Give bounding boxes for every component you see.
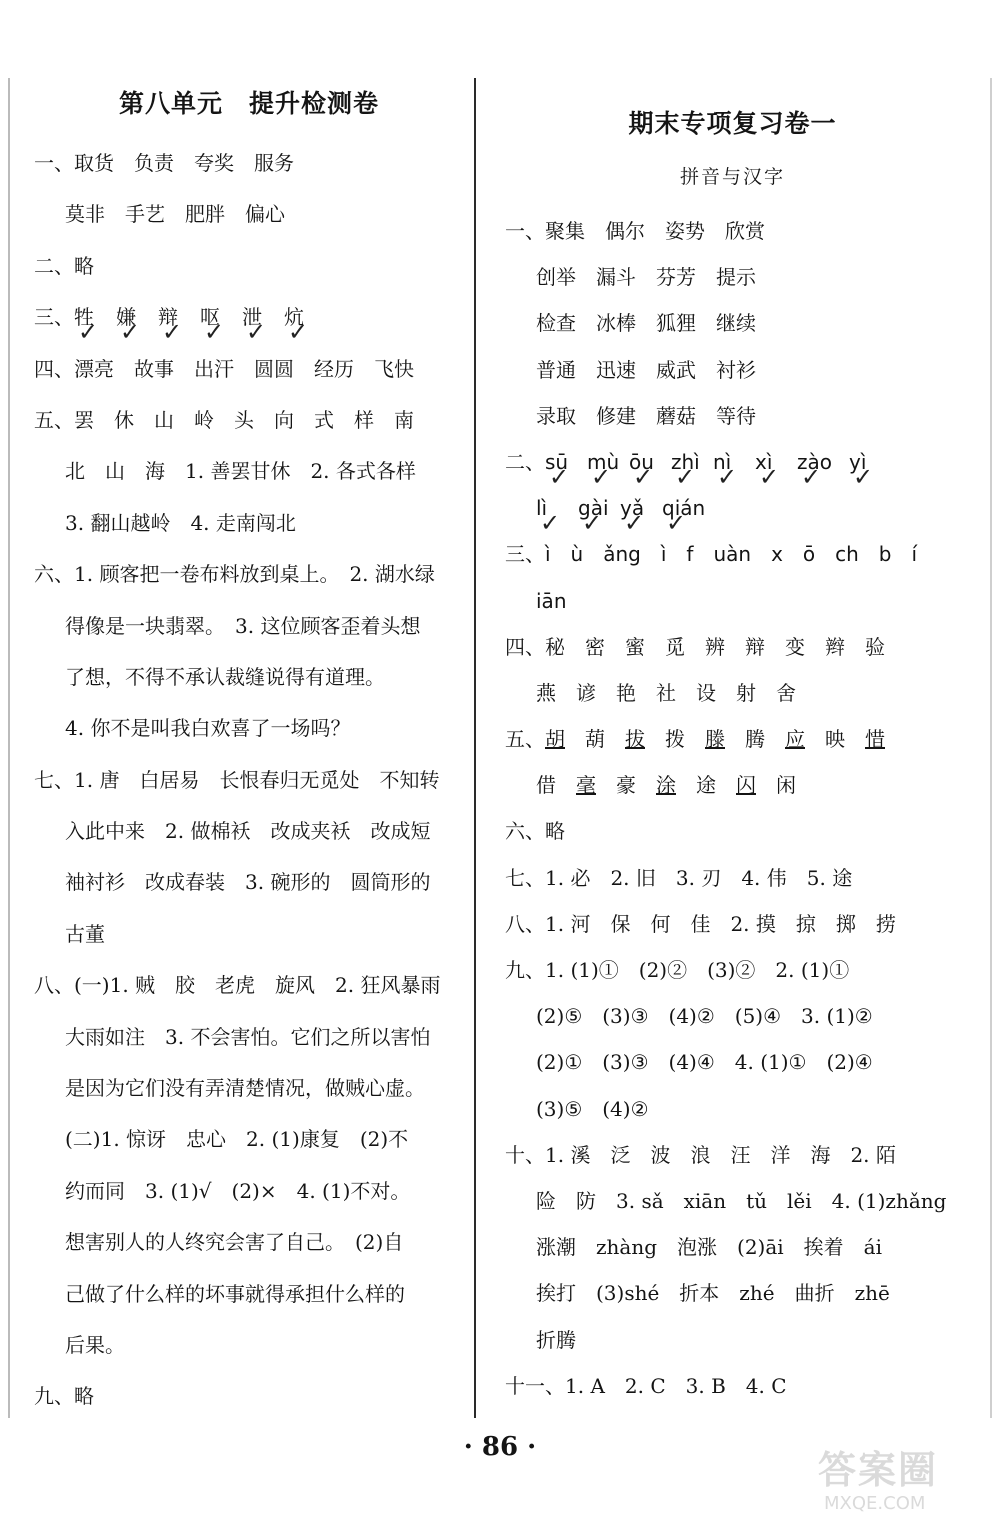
plain-char: 腾	[745, 727, 765, 752]
answer-line: 一、聚集 偶尔 姿势 欣赏	[505, 219, 765, 243]
answer-line: 挨打 (3)shé 折本 zhé 曲折 zhē	[536, 1281, 890, 1306]
watermark-url: MXQE.COM	[824, 1493, 926, 1514]
answer-line: (3)⑤ (4)②	[536, 1096, 649, 1121]
left-section-title: 第八单元 提升检测卷	[118, 89, 379, 118]
ticked-pinyin: ōu ✓	[629, 439, 671, 485]
plain-char: 豪	[616, 773, 636, 798]
answer-line: 入此中来 2. 做棉袄 改成夹袄 改成短	[65, 819, 431, 844]
answer-line: 是因为它们没有弄清楚情况，做贼心虚。	[65, 1076, 425, 1101]
ticked-pinyin: nì ✓	[713, 439, 755, 485]
answer-line: (2)⑤ (3)③ (4)② (5)④ 3. (1)②	[536, 1004, 873, 1029]
question-number: 二、	[505, 449, 545, 474]
answer-line: 袖衬衫 改成春装 3. 碗形的 圆筒形的	[65, 870, 431, 895]
answer-line: 十一、1. A 2. C 3. B 4. C	[505, 1373, 787, 1398]
answer-line-ticks	[505, 485, 960, 531]
answer-line: 了想，不得不承认裁缝说得有道理。	[65, 664, 385, 689]
answer-line: 四、漂亮 故事 出汗 圆圆 经历 飞快	[34, 356, 414, 381]
answer-line-ticks	[505, 439, 960, 485]
answer-line: 录取 修建 蘑菇 等待	[536, 403, 756, 428]
answer-line: 4. 你不是叫我白欢喜了一场吗？	[65, 716, 351, 741]
ticked-pinyin: zào ✓	[797, 439, 849, 485]
ticked-char: 炕 ✓	[284, 292, 326, 343]
plain-char: 闲	[776, 773, 796, 798]
question-number: 五、	[505, 727, 545, 752]
answer-line: 六、1. 顾客把一卷布料放到桌上。 2. 湖水绿	[34, 562, 435, 587]
plain-char: 途	[696, 773, 716, 798]
answer-line: 八、(一)1. 贼 胶 老虎 旋风 2. 狂风暴雨	[34, 973, 441, 998]
ticked-pinyin: yǎ ✓	[620, 485, 662, 531]
ticked-char: 辩 ✓	[158, 292, 200, 343]
underlined-char: 应	[785, 727, 805, 752]
ticked-char: 牲 ✓	[74, 292, 116, 343]
answer-line: 十、1. 溪 泛 波 浪 汪 洋 海 2. 陌	[505, 1142, 896, 1167]
ticked-pinyin: sū ✓	[545, 439, 587, 485]
answer-line-underlined	[505, 716, 960, 762]
right-section-subtitle: 拼音与汉字	[679, 166, 785, 188]
ticked-pinyin: yì ✓	[849, 439, 891, 485]
left-column	[34, 84, 464, 1423]
answer-line: 约而同 3. (1)√ (2)× 4. (1)不对。	[65, 1178, 411, 1203]
answer-line: (二)1. 惊讶 忠心 2. (1)康复 (2)不	[65, 1127, 409, 1152]
ticked-pinyin: xì ✓	[755, 439, 797, 485]
answer-line: 涨潮 zhàng 泡涨 (2)āi 挨着 ái	[536, 1235, 882, 1260]
plain-char: 拨	[665, 727, 685, 752]
answer-line: (2)① (3)③ (4)④ 4. (1)① (2)④	[536, 1050, 873, 1075]
answer-line: 八、1. 河 保 何 佳 2. 摸 掠 掷 捞	[505, 911, 896, 936]
answer-line: 3. 翻山越岭 4. 走南闯北	[65, 510, 296, 535]
right-column	[505, 104, 960, 1409]
plain-char: 映	[825, 727, 845, 752]
answer-line: 后果。	[65, 1332, 125, 1357]
answer-line: 七、1. 必 2. 旧 3. 刃 4. 伟 5. 途	[505, 865, 853, 890]
answer-line: 检查 冰棒 狐狸 继续	[536, 311, 756, 336]
watermark-mark: 答案圈	[818, 1448, 939, 1492]
answer-line-ticks	[34, 292, 464, 343]
page-edge-left	[8, 78, 10, 1418]
page-number: · 86 ·	[463, 1432, 537, 1462]
answer-line: 得像是一块翡翠。 3. 这位顾客歪着头想	[65, 613, 421, 638]
page-edge-right	[990, 78, 992, 1418]
ticked-char: 泄 ✓	[242, 292, 284, 343]
answer-line: iān	[536, 588, 567, 613]
answer-line: 五、罢 休 山 岭 头 向 式 样 南	[34, 407, 414, 432]
answer-line: 燕 谚 艳 社 设 射 舍	[536, 680, 796, 705]
answer-line: 想害别人的人终究会害了自己。 (2)自	[65, 1230, 404, 1255]
ticked-pinyin: lì ✓	[536, 485, 578, 531]
answer-line: 古董	[65, 921, 105, 946]
right-section-title: 期末专项复习卷一	[628, 109, 837, 138]
answer-line: 险 防 3. sǎ xiān tǔ lěi 4. (1)zhǎng	[536, 1188, 947, 1213]
question-number: 三、	[34, 305, 74, 330]
answer-line: 七、1. 唐 白居易 长恨春归无觅处 不知转	[34, 767, 440, 792]
answer-line: 折腾	[536, 1327, 576, 1352]
plain-char: 借	[536, 773, 556, 798]
ticked-pinyin: qián ✓	[662, 485, 718, 531]
underlined-char: 胡	[545, 727, 565, 752]
answer-line: 创举 漏斗 芬芳 提示	[536, 265, 756, 290]
answer-line: 六、略	[505, 819, 565, 844]
ticked-pinyin: mù ✓	[587, 439, 629, 485]
answer-line: 一、取货 负责 夸奖 服务	[34, 151, 294, 175]
underlined-char: 涂	[656, 773, 676, 798]
ticked-char: 呕 ✓	[200, 292, 242, 343]
underlined-char: 拔	[625, 727, 645, 752]
ticked-pinyin: zhì ✓	[671, 439, 713, 485]
answer-line: 三、ì ù ǎng ì f uàn x ō ch b í	[505, 542, 918, 567]
answer-line: 北 山 海 1. 善罢甘休 2. 各式各样	[65, 459, 416, 484]
plain-char: 葫	[585, 727, 605, 752]
answer-line: 普通 迅速 威武 衬衫	[536, 357, 756, 382]
underlined-char: 惜	[865, 727, 885, 752]
answer-line: 大雨如注 3. 不会害怕。它们之所以害怕	[65, 1024, 431, 1049]
ticked-char: 嫌 ✓	[116, 292, 158, 343]
answer-line: 己做了什么样的坏事就得承担什么样的	[65, 1281, 405, 1306]
answer-line: 四、秘 密 蜜 觅 辨 辩 变 辫 验	[505, 634, 885, 659]
answer-line: 九、1. (1)① (2)② (3)② 2. (1)①	[505, 958, 850, 982]
answer-line-underlined	[505, 762, 960, 808]
underlined-char: 闪	[736, 773, 756, 798]
answer-line: 二、略	[34, 253, 94, 278]
underlined-char: 毫	[576, 773, 596, 798]
answer-line: 九、略	[34, 1384, 94, 1409]
watermark-logo	[818, 1439, 988, 1527]
answer-line: 莫非 手艺 肥胖 偏心	[65, 202, 285, 227]
underlined-char: 滕	[705, 727, 725, 752]
ticked-pinyin: gài ✓	[578, 485, 620, 531]
column-divider	[474, 78, 476, 1418]
